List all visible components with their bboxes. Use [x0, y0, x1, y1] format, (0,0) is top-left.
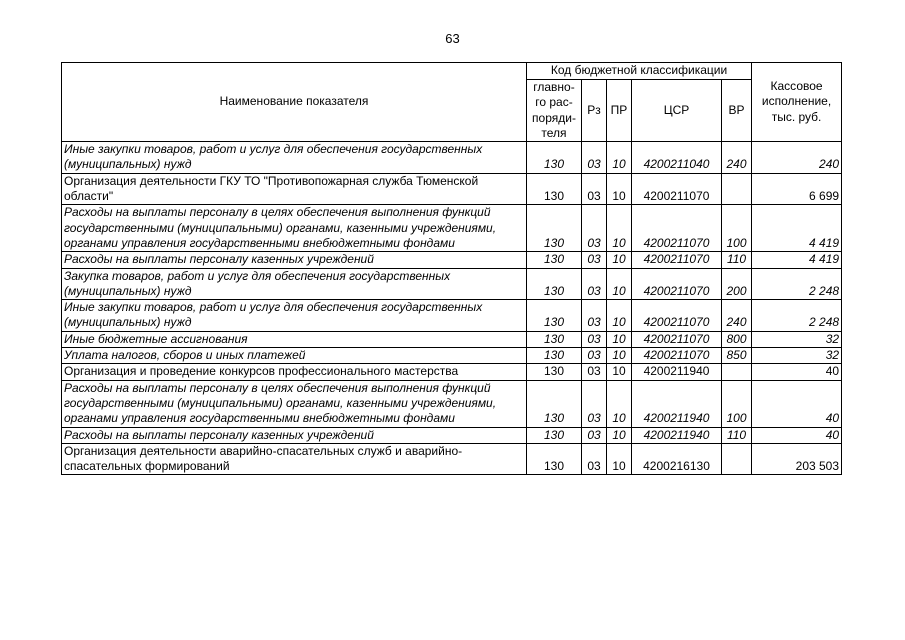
- cell-amount: 4 419: [752, 252, 842, 268]
- cell-pr: 10: [607, 348, 632, 364]
- cell-csr: 4200211940: [632, 364, 722, 380]
- cell-amount: 32: [752, 331, 842, 347]
- cell-name: Организация и проведение конкурсов профессионального мастерства: [62, 364, 527, 380]
- cell-pr: 10: [607, 427, 632, 443]
- cell-pr: 10: [607, 268, 632, 300]
- header-csr: ЦСР: [632, 80, 722, 142]
- cell-admin: 130: [527, 173, 582, 205]
- table-row: [62, 364, 842, 380]
- header-admin: главно-го рас-поряди-теля: [527, 80, 582, 142]
- cell-pr: 10: [607, 300, 632, 332]
- budget-execution-table: [61, 62, 842, 475]
- table-row: [62, 300, 842, 332]
- cell-admin: 130: [527, 427, 582, 443]
- cell-csr: 4200216130: [632, 443, 722, 475]
- table-row: [62, 331, 842, 347]
- page-number: 63: [445, 31, 460, 46]
- cell-csr: 4200211070: [632, 331, 722, 347]
- header-vr: ВР: [722, 80, 752, 142]
- cell-rz: 03: [582, 173, 607, 205]
- cell-name: Организация деятельности ГКУ ТО "Противопожарная служба Тюменской области": [62, 173, 527, 205]
- cell-amount: 2 248: [752, 268, 842, 300]
- table-row: [62, 252, 842, 268]
- cell-amount: 240: [752, 142, 842, 174]
- cell-csr: 4200211040: [632, 142, 722, 174]
- cell-name: Расходы на выплаты персоналу казенных учреждений: [62, 252, 527, 268]
- cell-pr: 10: [607, 443, 632, 475]
- cell-rz: 03: [582, 268, 607, 300]
- header-amount: Кассовое исполнение, тыс. руб.: [752, 63, 842, 142]
- cell-admin: 130: [527, 443, 582, 475]
- cell-admin: 130: [527, 331, 582, 347]
- table-row: [62, 427, 842, 443]
- cell-csr: 4200211070: [632, 300, 722, 332]
- cell-admin: 130: [527, 380, 582, 427]
- cell-name: Расходы на выплаты персоналу в целях обеспечения выполнения функций государственными (муниципальными) органами, казенными учреждениями, органами управления государственными внебюджетными фондами: [62, 380, 527, 427]
- cell-rz: 03: [582, 348, 607, 364]
- table-row: [62, 380, 842, 427]
- cell-vr: 110: [722, 252, 752, 268]
- header-kbk-group: Код бюджетной классификации: [527, 63, 752, 80]
- cell-csr: 4200211070: [632, 348, 722, 364]
- cell-vr: [722, 173, 752, 205]
- cell-pr: 10: [607, 252, 632, 268]
- cell-vr: 240: [722, 300, 752, 332]
- cell-pr: 10: [607, 173, 632, 205]
- cell-amount: 40: [752, 380, 842, 427]
- cell-csr: 4200211070: [632, 268, 722, 300]
- cell-csr: 4200211940: [632, 380, 722, 427]
- cell-vr: 110: [722, 427, 752, 443]
- header-pr: ПР: [607, 80, 632, 142]
- cell-vr: [722, 443, 752, 475]
- cell-rz: 03: [582, 443, 607, 475]
- cell-amount: 40: [752, 427, 842, 443]
- cell-amount: 32: [752, 348, 842, 364]
- cell-name: Организация деятельности аварийно-спасательных служб и аварийно-спасательных формирований: [62, 443, 527, 475]
- cell-rz: 03: [582, 142, 607, 174]
- cell-rz: 03: [582, 205, 607, 252]
- cell-pr: 10: [607, 331, 632, 347]
- cell-name: Расходы на выплаты персоналу казенных учреждений: [62, 427, 527, 443]
- cell-vr: 100: [722, 380, 752, 427]
- cell-admin: 130: [527, 348, 582, 364]
- cell-rz: 03: [582, 364, 607, 380]
- cell-rz: 03: [582, 252, 607, 268]
- cell-pr: 10: [607, 205, 632, 252]
- cell-admin: 130: [527, 252, 582, 268]
- table-row: [62, 348, 842, 364]
- cell-pr: 10: [607, 142, 632, 174]
- cell-name: Иные закупки товаров, работ и услуг для обеспечения государственных (муниципальных) нужд: [62, 142, 527, 174]
- table-body: [62, 142, 842, 475]
- cell-vr: 200: [722, 268, 752, 300]
- cell-pr: 10: [607, 380, 632, 427]
- table-header: [62, 63, 842, 142]
- cell-admin: 130: [527, 300, 582, 332]
- cell-admin: 130: [527, 268, 582, 300]
- cell-vr: 800: [722, 331, 752, 347]
- cell-vr: [722, 364, 752, 380]
- table-row: [62, 443, 842, 475]
- cell-admin: 130: [527, 142, 582, 174]
- table-row: [62, 142, 842, 174]
- cell-rz: 03: [582, 427, 607, 443]
- cell-vr: 850: [722, 348, 752, 364]
- cell-vr: 240: [722, 142, 752, 174]
- cell-admin: 130: [527, 364, 582, 380]
- cell-admin: 130: [527, 205, 582, 252]
- cell-name: Иные закупки товаров, работ и услуг для обеспечения государственных (муниципальных) нужд: [62, 300, 527, 332]
- cell-pr: 10: [607, 364, 632, 380]
- cell-amount: 203 503: [752, 443, 842, 475]
- header-name: Наименование показателя: [62, 63, 527, 142]
- cell-name: Закупка товаров, работ и услуг для обеспечения государственных (муниципальных) нужд: [62, 268, 527, 300]
- cell-csr: 4200211070: [632, 173, 722, 205]
- cell-amount: 6 699: [752, 173, 842, 205]
- cell-rz: 03: [582, 380, 607, 427]
- cell-rz: 03: [582, 300, 607, 332]
- table-row: [62, 205, 842, 252]
- cell-amount: 4 419: [752, 205, 842, 252]
- cell-name: Уплата налогов, сборов и иных платежей: [62, 348, 527, 364]
- header-rz: Рз: [582, 80, 607, 142]
- cell-csr: 4200211070: [632, 252, 722, 268]
- table-row: [62, 173, 842, 205]
- cell-csr: 4200211070: [632, 205, 722, 252]
- cell-name: Иные бюджетные ассигнования: [62, 331, 527, 347]
- cell-amount: 2 248: [752, 300, 842, 332]
- cell-name: Расходы на выплаты персоналу в целях обеспечения выполнения функций государственными (муниципальными) органами, казенными учреждениями, органами управления государственными внебюджетными фондами: [62, 205, 527, 252]
- cell-rz: 03: [582, 331, 607, 347]
- cell-amount: 40: [752, 364, 842, 380]
- table-row: [62, 268, 842, 300]
- cell-csr: 4200211940: [632, 427, 722, 443]
- cell-vr: 100: [722, 205, 752, 252]
